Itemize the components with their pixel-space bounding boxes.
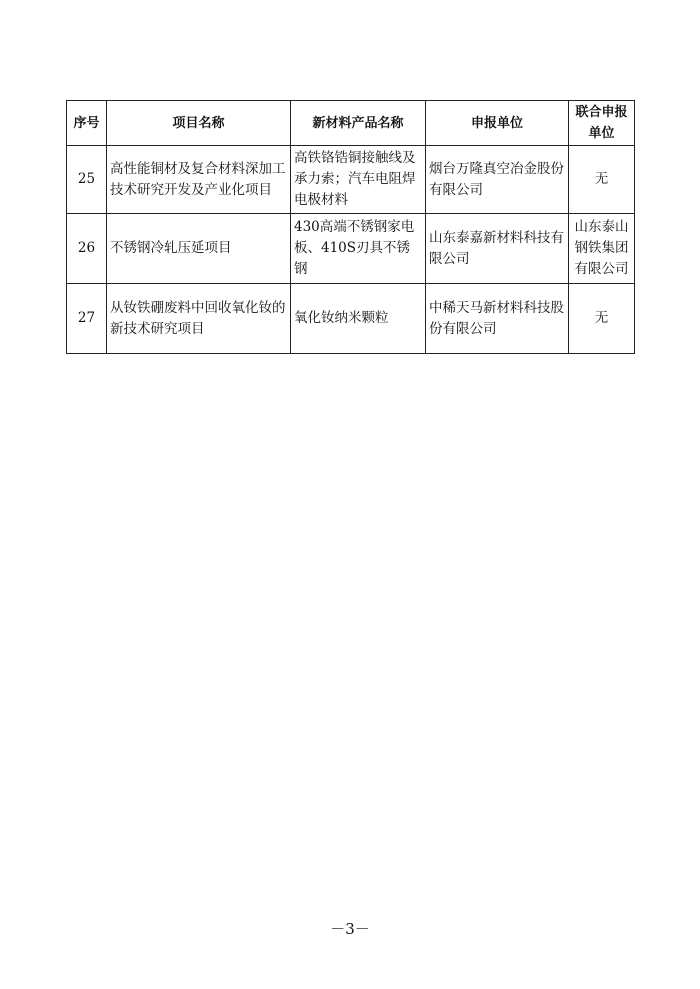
page-number: －3－: [330, 920, 370, 938]
header-project: 项目名称: [107, 101, 291, 146]
cell-unit: 烟台万隆真空冶金股份有限公司: [426, 146, 569, 214]
header-unit: 申报单位: [426, 101, 569, 146]
table-row: [67, 284, 635, 354]
project-table: [66, 100, 635, 354]
cell-joint: 无: [569, 284, 635, 354]
table-row: [67, 214, 635, 284]
cell-no: 26: [67, 214, 107, 284]
cell-project: 高性能铜材及复合材料深加工技术研究开发及产业化项目: [107, 146, 291, 214]
cell-joint: 山东泰山钢铁集团有限公司: [569, 214, 635, 284]
cell-project: 从钕铁硼废料中回收氧化钕的新技术研究项目: [107, 284, 291, 354]
cell-project: 不锈钢冷轧压延项目: [107, 214, 291, 284]
cell-product: 高铁铬锆铜接触线及承力索；汽车电阻焊电极材料: [291, 146, 426, 214]
cell-unit: 中稀天马新材料科技股份有限公司: [426, 284, 569, 354]
cell-no: 27: [67, 284, 107, 354]
header-product: 新材料产品名称: [291, 101, 426, 146]
cell-joint: 无: [569, 146, 635, 214]
cell-unit: 山东泰嘉新材料科技有限公司: [426, 214, 569, 284]
header-no: 序号: [67, 101, 107, 146]
table-header-row: [67, 101, 635, 146]
header-joint: 联合申报单位: [569, 101, 635, 146]
cell-product: 氧化钕纳米颗粒: [291, 284, 426, 354]
table-row: [67, 146, 635, 214]
cell-product: 430高端不锈钢家电板、410S刃具不锈钢: [291, 214, 426, 284]
cell-no: 25: [67, 146, 107, 214]
